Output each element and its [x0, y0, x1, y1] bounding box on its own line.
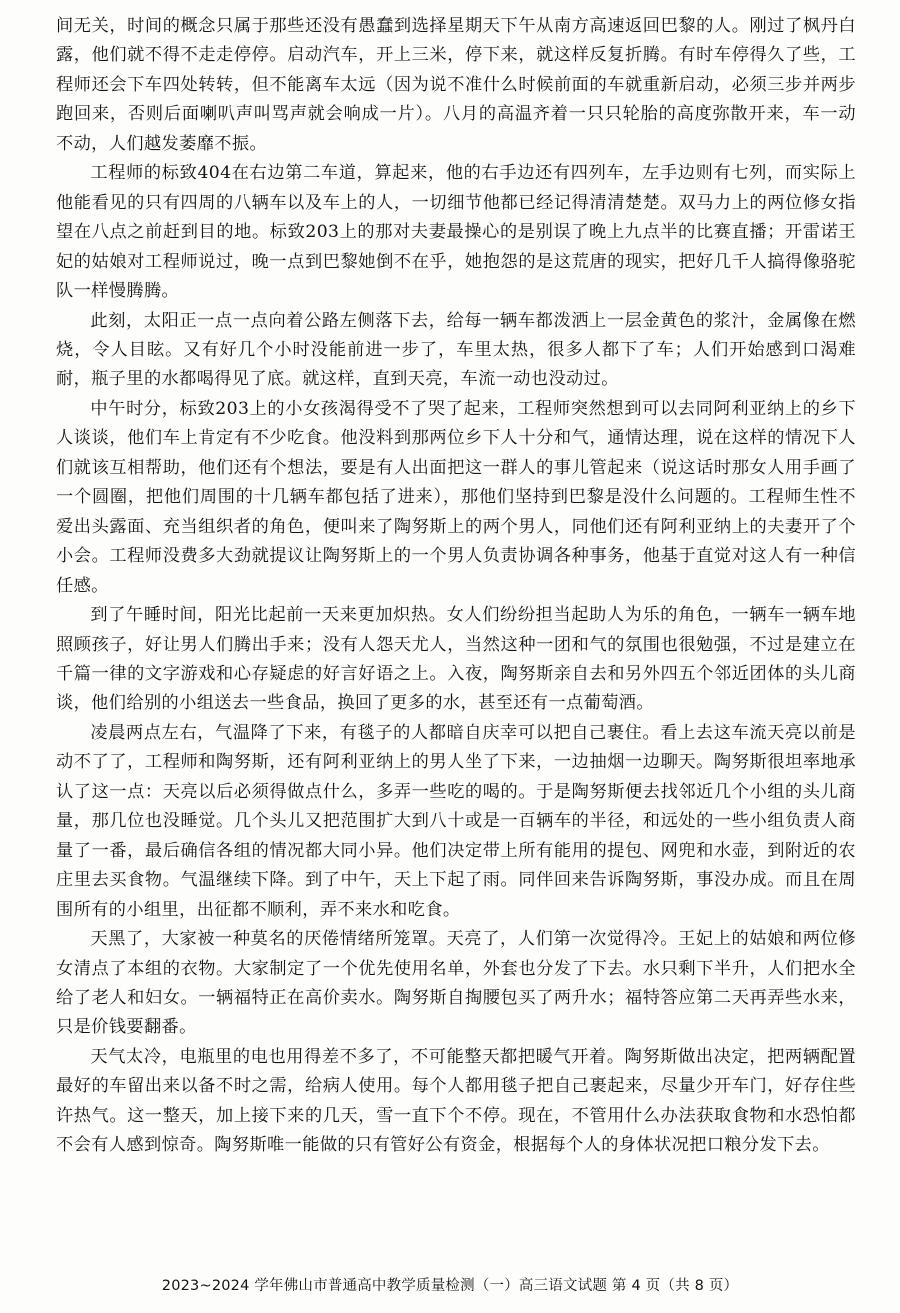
article-body [56, 12, 856, 1161]
paragraph-continuation: 间无关，时间的概念只属于那些还没有愚蠢到选择星期天下午从南方高速返回巴黎的人。刚过了枫丹白露，他们就不得不走走停停。启动汽车，开上三米，停下来，就这样反复折腾。有时车停得久了些，工程师还会下车四处转转，但不能离车太远（因为说不准什么时候前面的车就重新启动，必须三步并两步跑回来，否则后面喇叭声叫骂声就会响成一片）。八月的高温齐着一只只轮胎的高度弥散开来，车一动不动，人们越发萎靡不振。 [56, 16, 856, 154]
paragraph: 中午时分，标致203上的小女孩渴得受不了哭了起来，工程师突然想到可以去同阿利亚纳上的乡下人谈谈，他们车上肯定有不少吃食。他没料到那两位乡下人十分和气，通情达理，说在这样的情况下人们就该互相帮助，他们还有个想法，要是有人出面把这一群人的事儿管起来（说这话时那女人用手画了一个圆圈，把他们周围的十几辆车都包括了进来），那他们坚持到巴黎是没什么问题的。工程师生性不爱出头露面、充当组织者的角色，便叫来了陶努斯上的两个男人，同他们还有阿利亚纳上的夫妻开了个小会。工程师没费多大劲就提议让陶努斯上的一个男人负责协调各种事务，他基于直觉对这人有一种信任感。 [56, 398, 856, 596]
paragraph: 到了午睡时间，阳光比起前一天来更加炽热。女人们纷纷担当起助人为乐的角色，一辆车一辆车地照顾孩子，好让男人们腾出手来；没有人怨天尤人，当然这种一团和气的氛围也很勉强，不过是建立在千篇一律的文字游戏和心存疑虑的好言好语之上。入夜，陶努斯亲自去和另外四五个邻近团体的头儿商谈，他们给别的小组送去一些食品，换回了更多的水，甚至还有一点葡萄酒。 [56, 605, 856, 714]
paragraph: 天黑了，大家被一种莫名的厌倦情绪所笼罩。天亮了，人们第一次觉得冷。王妃上的姑娘和两位修女清点了本组的衣物。大家制定了一个优先使用名单，外套也分发了下去。水只剩下半升，人们把水全给了老人和妇女。一辆福特正在高价卖水。陶努斯自掏腰包买了两升水；福特答应第二天再弄些水来，只是价钱要翻番。 [56, 929, 856, 1038]
paragraph: 天气太冷，电瓶里的电也用得差不多了，不可能整天都把暖气开着。陶努斯做出决定，把两辆配置最好的车留出来以备不时之需，给病人使用。每个人都用毯子把自己裹起来，尽量少开车门，好存住些许热气。这一整天，加上接下来的几天，雪一直下个不停。现在，不管用什么办法获取食物和水恐怕都不会有人感到惊奇。陶努斯唯一能做的只有管好公有资金，根据每个人的身体状况把口粮分发下去。 [56, 1046, 856, 1156]
paragraph: 此刻，太阳正一点一点向着公路左侧落下去，给每一辆车都泼洒上一层金黄色的浆汁，金属像在燃烧，令人目眩。又有好几个小时没能前进一步了，车里太热，很多人都下了车；人们开始感到口渴难耐，瓶子里的水都喝得见了底。就这样，直到天亮，车流一动也没动过。 [56, 310, 856, 390]
page-footer: 2023~2024 学年佛山市普通高中教学质量检测（一）高三语文试题 第 4 页（共 8 页） [161, 1278, 739, 1294]
paragraph: 凌晨两点左右，气温降了下来，有毯子的人都暗自庆幸可以把自己裹住。看上去这车流天亮以前是动不了了，工程师和陶努斯，还有阿利亚纳上的男人坐了下来，一边抽烟一边聊天。陶努斯很坦率地承认了这一点：天亮以后必须得做点什么，多弄一些吃的喝的。于是陶努斯便去找邻近几个小组的头儿商量，那几位也没睡觉。几个头儿又把范围扩大到八十或是一百辆车的半径，和远处的一些小组负责人商量了一番，最后确信各组的情况都大同小异。他们决定带上所有能用的提包、网兜和水壶，到附近的农庄里去买食物。气温继续下降。到了中午，天上下起了雨。同伴回来告诉陶努斯，事没办成。而且在周围所有的小组里，出征都不顺利，弄不来水和吃食。 [56, 722, 856, 920]
paragraph: 工程师的标致404在右边第二车道，算起来，他的右手边还有四列车，左手边则有七列，而实际上他能看见的只有四周的八辆车以及车上的人，一切细节他都已经记得清清楚楚。双马力上的两位修女指望在八点之前赶到目的地。标致203上的那对夫妻最操心的是别误了晚上九点半的比赛直播；开雷诺王妃的姑娘对工程师说过，晚一点到巴黎她倒不在乎，她抱怨的是这荒唐的现实，把好几千人搞得像骆驼队一样慢腾腾。 [56, 163, 856, 302]
